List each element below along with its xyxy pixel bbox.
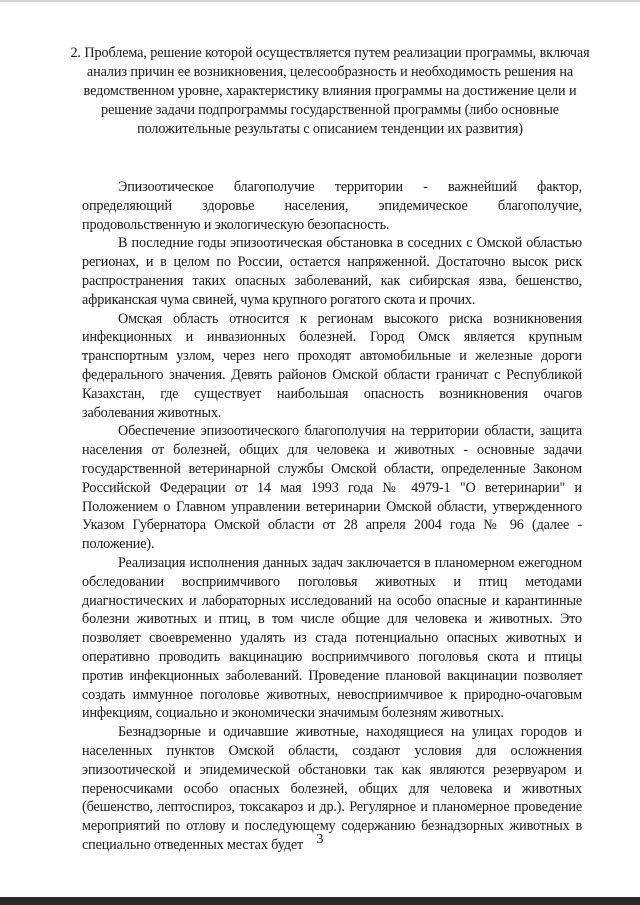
section-heading: 2. Проблема, решение которой осуществляется путем реализации программы, включая анализ причин ее возникновения, целесообразность и необходимость решения на ведомственном уровне, характеристику влияния программы на достижение цели и решение задачи подпрограммы государственной программы (либо основные положительные результаты с описанием тенденции их развития)	[70, 45, 590, 137]
paragraph-1: Эпизоотическое благополучие территории - важнейший фактор, определяющий здоровье населения, эпидемическое благополучие, продовольственную и экологическую безопасность.	[82, 179, 582, 233]
paragraph-4: Обеспечение эпизоотического благополучия на территории области, защита населения от болезней, общих для человека и животных - основные задачи государственной ветеринарной службы Омской области, определенные Законом Российской Федерации от 14 мая 1993 года № 4979-1 "О ветеринарии" и Положением о Главном управлении ветеринарии Омской области, утвержденного Указом Губернатора Омской области от 28 апреля 2004 года № 96 (далее - положение).	[82, 423, 582, 553]
paragraph-2: В последние годы эпизоотическая обстановка в соседних с Омской областью регионах, и в целом по России, остается напряженной. Достаточно высок риск распространения таких опасных заболеваний, как сибирская язва, бешенство, африканская чума свиней, чума крупного рогатого скота и прочих.	[82, 235, 582, 308]
page-number: 3	[316, 832, 324, 847]
scan-top-edge	[0, 0, 640, 2]
scan-bottom-edge	[0, 897, 640, 905]
paragraph-6: Безнадзорные и одичавшие животные, находящиеся на улицах городов и населенных пунктов Омской области, создают условия для осложнения эпизоотической и эпидемической обстановки так как являются резервуаром и переносчиками особо опасных болезней, общих для человека и животных (бешенство, лептоспироз, токсакароз и др.). Регулярное и планомерное проведение мероприятий по отлову и последующему содержанию безнадзорных животных в специально отведенных местах будет	[82, 724, 582, 853]
paragraph-3: Омская область относится к регионам высокого риска возникновения инфекционных и инвазионных болезней. Город Омск является крупным транспортным узлом, через него проходят автомобильные и железные дороги федерального значения. Девять районов Омской области граничат с Республикой Казахстан, где существует наибольшая опасность возникновения очагов заболевания животных.	[82, 310, 582, 421]
body-text	[82, 178, 582, 855]
paragraph-5: Реализация исполнения данных задач заключается в планомерном ежегодном обследовании восприимчивого поголовья животных и птиц методами диагностических и лабораторных исследований на особо опасные и карантинные болезни животных и птиц, в том числе общие для человека и животных. Это позволяет своевременно удалять из стада потенциально опасных животных и оперативно проводить вакцинацию восприимчивого поголовья скота и птицы против инфекционных заболеваний. Проведение плановой вакцинации позволяет создать иммунное поголовье животных, невосприимчивое к природно-очаговым инфекциям, социально и экономически значимым болезням животных.	[82, 554, 582, 722]
